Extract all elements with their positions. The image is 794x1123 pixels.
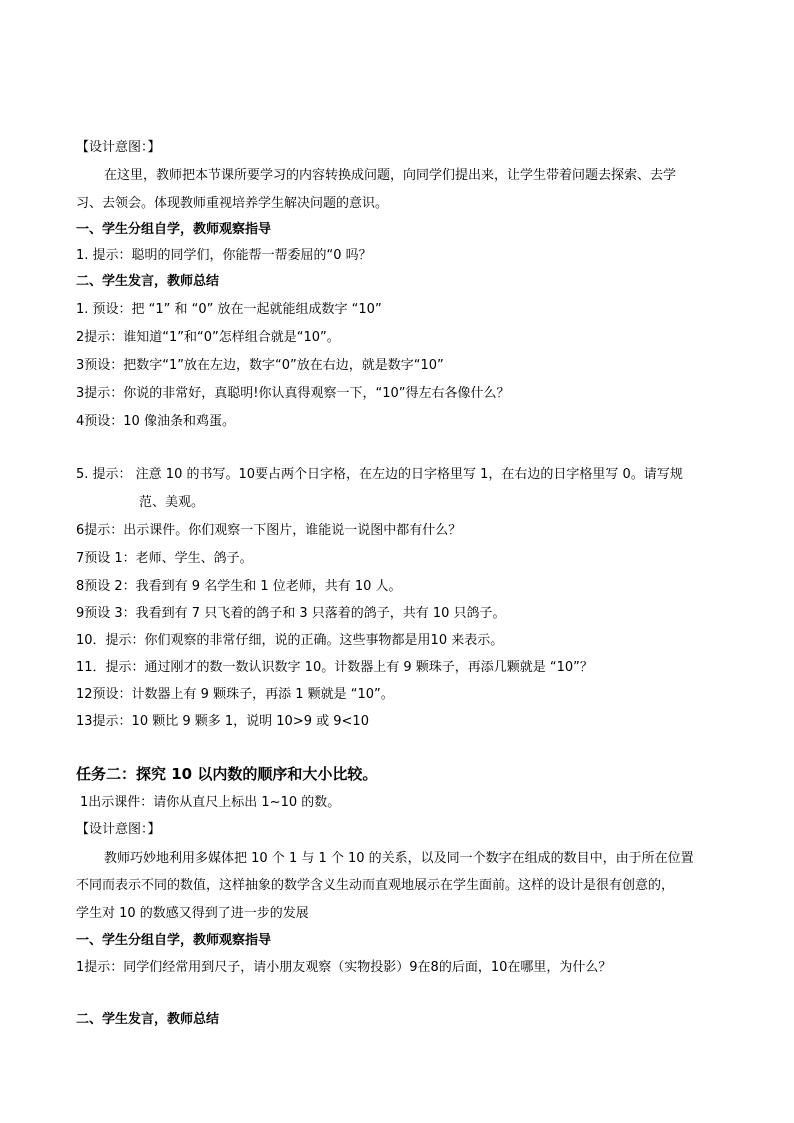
list-item: 5. 提示： 注意 10 的书写。10要占两个日字格，在左边的日字格里写 1，在右边的日字格里写 0。请写规 [76, 467, 683, 482]
list-item: 9预设 3：我看到有 7 只飞着的鸽子和 3 只落着的鸽子，共有 10 只鸽子。 [76, 606, 506, 621]
paragraph-line: 教师巧妙地利用多媒体把 10 个 1 与 1 个 10 的关系，以及同一个数字在组成的数目中，由于所在位置 [104, 851, 694, 866]
list-item: 13提示：10 颗比 9 颗多 1，说明 10>9 或 9<10 [76, 714, 369, 729]
list-item: 3提示：你说的非常好，真聪明!你认真得观察一下，“10”得左右各像什么？ [76, 386, 510, 401]
list-item: 8预设 2：我看到有 9 名学生和 1 位老师，共有 10 人。 [76, 579, 402, 594]
list-item: 4预设：10 像油条和鸡蛋。 [76, 414, 235, 429]
section-heading: 二、学生发言，教师总结 [76, 1012, 220, 1027]
paragraph-line: 不同而表示不同的数值，这样抽象的数学含义生动而直观地展示在学生面前。这样的设计是很有创意的， [76, 878, 675, 893]
list-item: 10．提示：你们观察的非常仔细，说的正确。这些事物都是用10 来表示。 [76, 633, 504, 648]
list-item: 7预设 1：老师、学生、鸽子。 [76, 551, 253, 566]
list-item-continuation: 范、美观。 [139, 495, 205, 510]
design-intent-label-1: 【设计意图：】 [76, 140, 161, 155]
list-item: 1提示：同学们经常用到尺子，请小朋友观察（实物投影）9在8的后面，10在哪里，为什么？ [76, 960, 612, 975]
design-intent-label-2: 【设计意图：】 [76, 822, 161, 837]
list-item: 1. 预设：把 “1” 和 “0” 放在一起就能组成数字 “10” [76, 302, 382, 317]
paragraph-line: 习、去领会。体现教师重视培养学生解决问题的意识。 [76, 196, 389, 211]
list-item: 12预设：计数器上有 9 颗珠子，再添 1 颗就是 “10”。 [76, 687, 394, 702]
list-item: 1. 提示：聪明的同学们，你能帮一帮委屈的“0 吗？ [76, 248, 372, 263]
section-heading: 一、学生分组自学，教师观察指导 [76, 222, 272, 237]
paragraph-line: 在这里，教师把本节课所要学习的内容转换成问题，向同学们提出来，让学生带着问题去探索、去学 [104, 168, 677, 183]
section-heading: 一、学生分组自学，教师观察指导 [76, 933, 272, 948]
paragraph-line: 学生对 10 的数感又得到了进一步的发展 [76, 906, 309, 921]
list-item: 6提示：出示课件。你们观察一下图片，谁能说一说图中都有什么？ [76, 523, 462, 538]
list-item: 3预设：把数字“1”放在左边，数字“0”放在右边，就是数字“10” [76, 358, 444, 373]
list-item: 11．提示：通过刚才的数一数认识数字 10。计数器上有 9 颗珠子，再添几颗就是 “10”？ [76, 660, 593, 675]
list-item: 1出示课件：请你从直尺上标出 1~10 的数。 [80, 795, 341, 810]
section-heading: 二、学生发言，教师总结 [76, 274, 220, 289]
list-item: 2提示：谁知道“1”和“0”怎样组合就是“10”。 [76, 330, 340, 345]
task-heading: 任务二：探究 10 以内数的顺序和大小比较。 [76, 765, 378, 783]
